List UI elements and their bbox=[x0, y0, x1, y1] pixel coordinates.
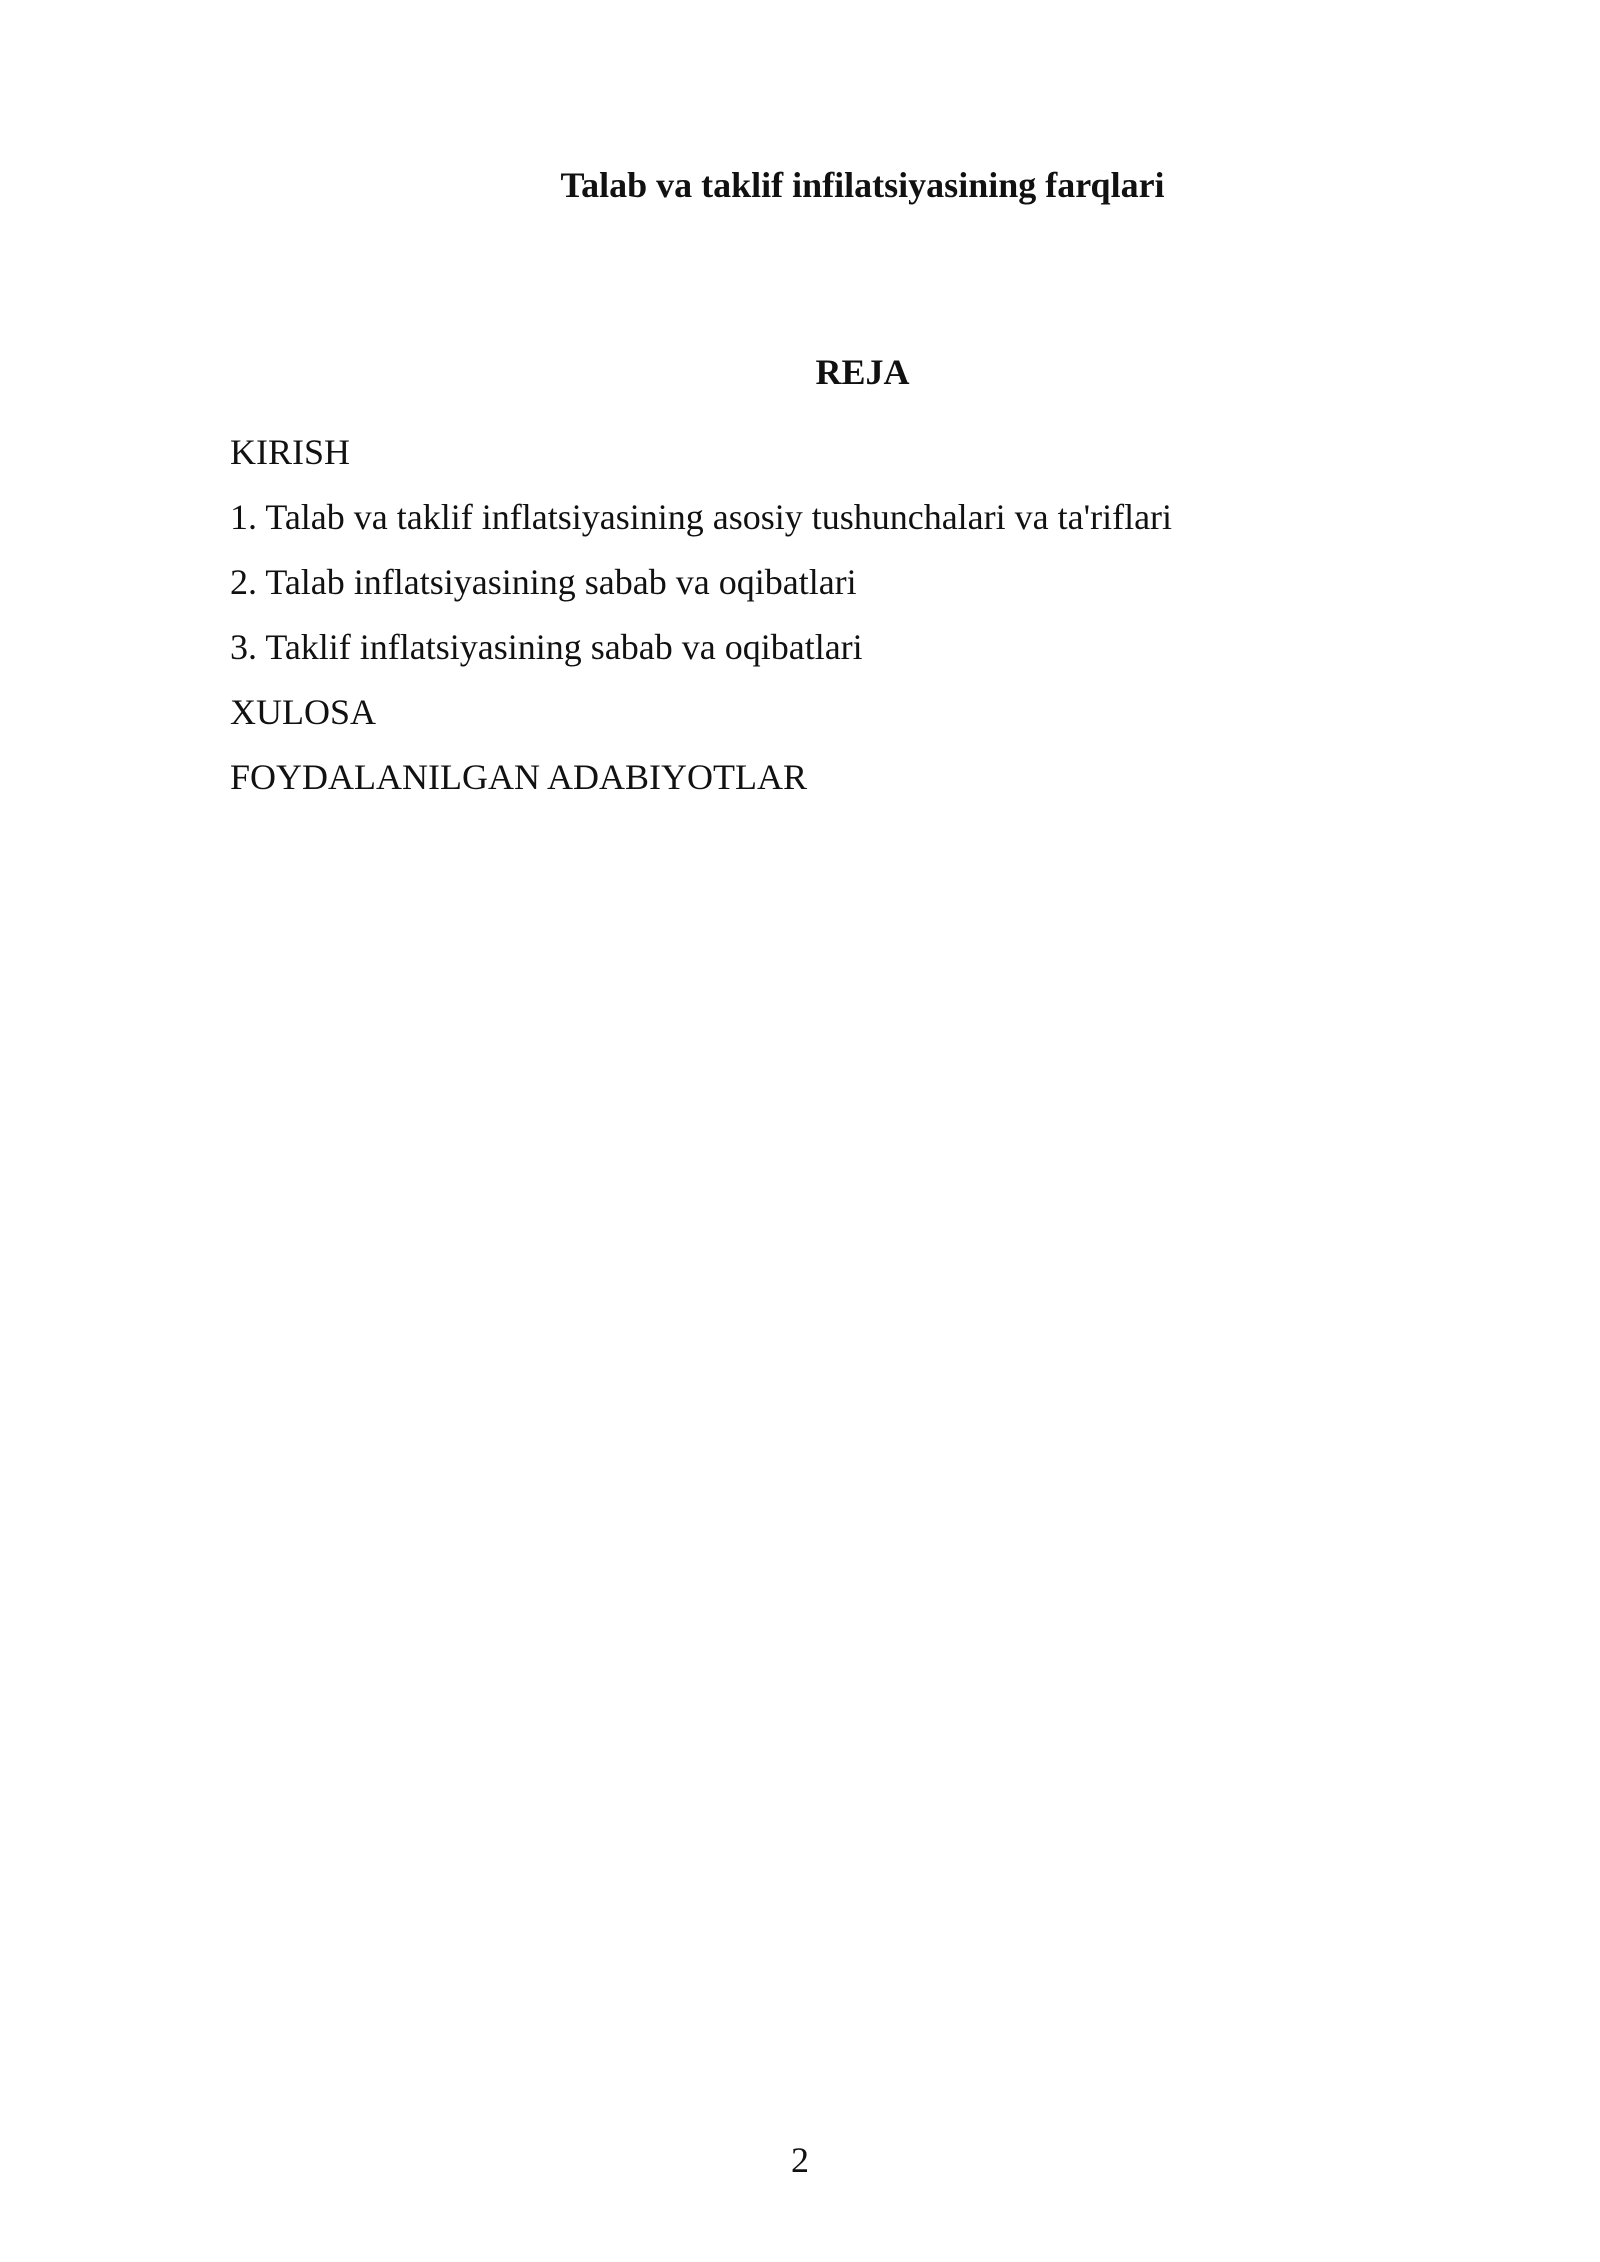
document-title: Talab va taklif infilatsiyasining farqlari bbox=[560, 165, 1165, 205]
plan-item-3: 3. Taklif inflatsiyasining sabab va oqibatlari bbox=[230, 627, 863, 667]
plan-heading: REJA bbox=[815, 352, 910, 392]
plan-item-2: 2. Talab inflatsiyasining sabab va oqibatlari bbox=[230, 562, 857, 602]
page-number: 2 bbox=[791, 2140, 809, 2180]
plan-item-conclusion: XULOSA bbox=[230, 692, 377, 732]
plan-list bbox=[230, 420, 1495, 810]
plan-item-1: 1. Talab va taklif inflatsiyasining asosiy tushunchalari va ta'riflari bbox=[230, 497, 1173, 537]
plan-item-references: FOYDALANILGAN ADABIYOTLAR bbox=[230, 757, 807, 797]
plan-item-introduction: KIRISH bbox=[230, 432, 351, 472]
